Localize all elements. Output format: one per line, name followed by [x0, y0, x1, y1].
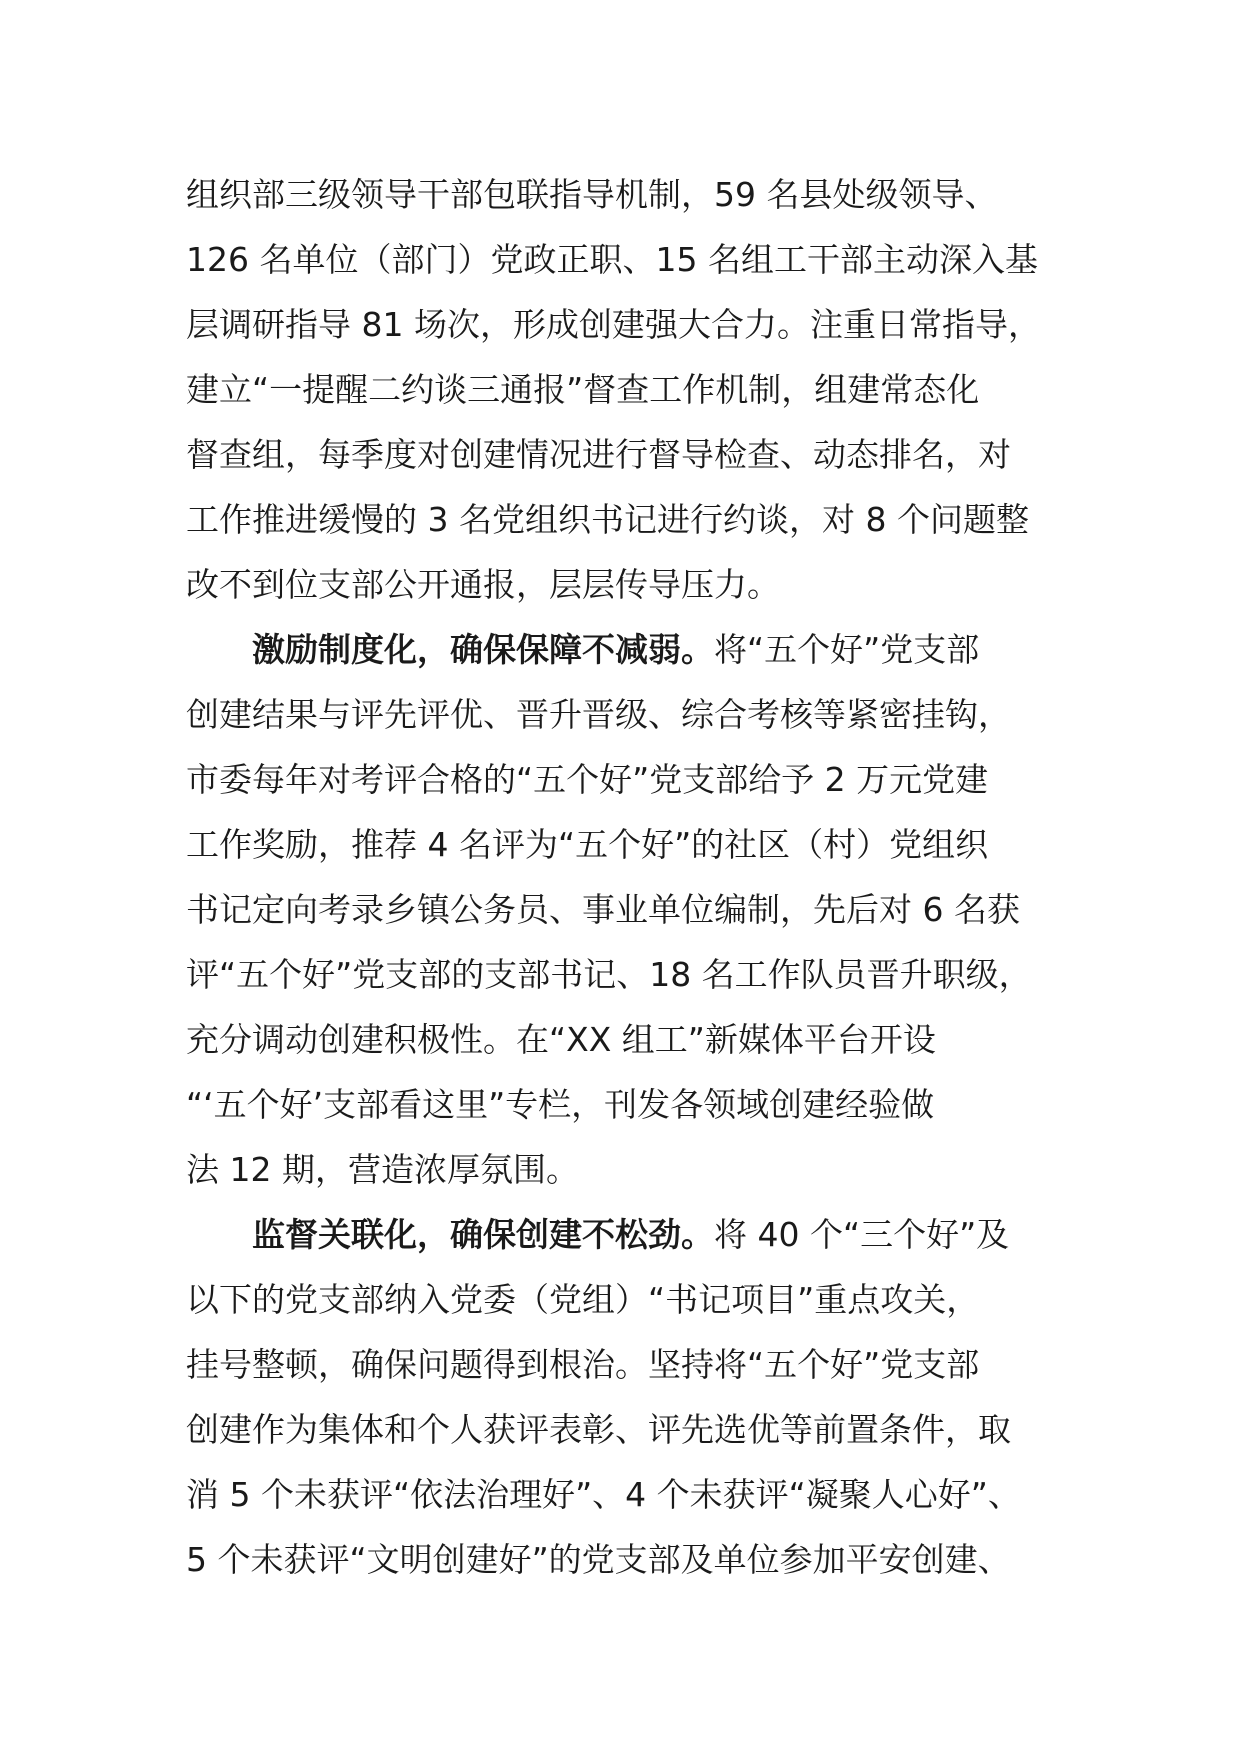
text-line — [186, 292, 1066, 357]
text-line — [186, 162, 1066, 227]
line-text: 将 40 个“三个好”及 — [714, 1215, 1010, 1254]
text-line — [186, 682, 1066, 747]
text-line — [186, 552, 1066, 617]
text-line — [186, 357, 1066, 422]
text-line — [186, 487, 1066, 552]
line-text: 改不到位支部公开通报，层层传导压力。 — [186, 565, 780, 604]
line-text: 市委每年对考评合格的“五个好”党支部给予 2 万元党建 — [186, 760, 989, 799]
line-text: 将“五个好”党支部 — [714, 630, 980, 669]
text-line — [186, 942, 1066, 1007]
text-line — [186, 877, 1066, 942]
text-line — [186, 1072, 1066, 1137]
line-text: 组织部三级领导干部包联指导机制，59 名县处级领导、 — [186, 175, 998, 214]
text-line — [186, 812, 1066, 877]
line-text: 充分调动创建积极性。在“XX 组工”新媒体平台开设 — [186, 1020, 936, 1059]
line-text: 评“五个好”党支部的支部书记、18 名工作队员晋升职级， — [186, 955, 1032, 994]
text-line — [186, 1267, 1066, 1332]
text-line — [186, 1137, 1066, 1202]
body-text — [186, 162, 1066, 1592]
line-text: 以下的党支部纳入党委（党组）“书记项目”重点攻关， — [186, 1280, 980, 1319]
paragraph-heading: 激励制度化，确保保障不减弱。 — [252, 630, 714, 669]
line-text: 工作推进缓慢的 3 名党组织书记进行约谈，对 8 个问题整 — [186, 500, 1029, 539]
paragraph-lead-line — [186, 1202, 1066, 1267]
text-line — [186, 747, 1066, 812]
text-line — [186, 1332, 1066, 1397]
text-line — [186, 1397, 1066, 1462]
line-text: 创建作为集体和个人获评表彰、评先选优等前置条件，取 — [186, 1410, 1011, 1449]
text-line — [186, 1007, 1066, 1072]
text-line — [186, 227, 1066, 292]
line-text: 创建结果与评先评优、晋升晋级、综合考核等紧密挂钩， — [186, 695, 1011, 734]
text-line — [186, 422, 1066, 487]
line-text: 消 5 个未获评“依法治理好”、4 个未获评“凝聚人心好”、 — [186, 1475, 1021, 1514]
line-text: 书记定向考录乡镇公务员、事业单位编制，先后对 6 名获 — [186, 890, 1020, 929]
line-text: 法 12 期，营造浓厚氛围。 — [186, 1150, 579, 1189]
line-text: 层调研指导 81 场次，形成创建强大合力。注重日常指导， — [186, 305, 1041, 344]
line-text: “‘五个好’支部看这里”专栏，刊发各领域创建经验做 — [186, 1085, 935, 1124]
text-line — [186, 1462, 1066, 1527]
text-line — [186, 1527, 1066, 1592]
line-text: 督查组，每季度对创建情况进行督导检查、动态排名，对 — [186, 435, 1011, 474]
line-text: 126 名单位（部门）党政正职、15 名组工干部主动深入基 — [186, 240, 1038, 279]
line-text: 工作奖励，推荐 4 名评为“五个好”的社区（村）党组织 — [186, 825, 989, 864]
line-text: 建立“一提醒二约谈三通报”督查工作机制，组建常态化 — [186, 370, 980, 409]
paragraph-lead-line — [186, 617, 1066, 682]
line-text: 5 个未获评“文明创建好”的党支部及单位参加平安创建、 — [186, 1540, 1011, 1579]
line-text: 挂号整顿，确保问题得到根治。坚持将“五个好”党支部 — [186, 1345, 980, 1384]
paragraph-heading: 监督关联化，确保创建不松劲。 — [252, 1215, 714, 1254]
